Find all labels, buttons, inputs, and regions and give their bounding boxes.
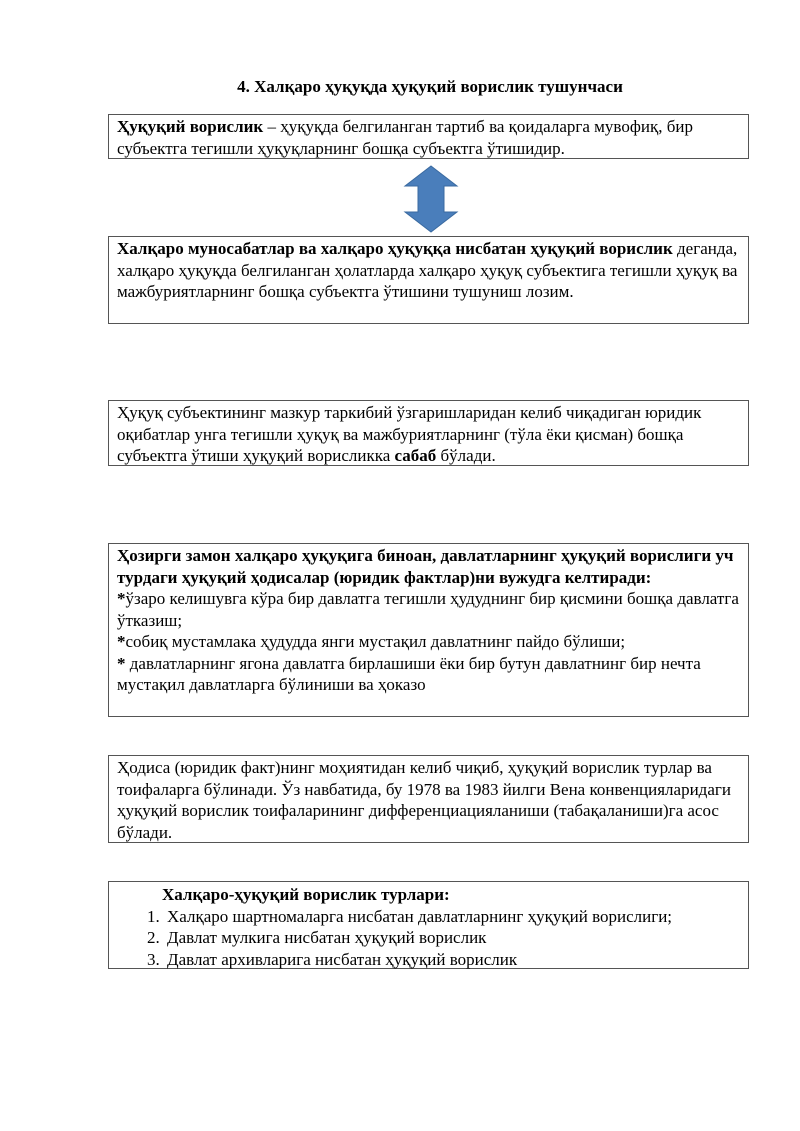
legal-facts-box	[108, 543, 749, 717]
legal-fact-text: давлатларнинг ягона давлатга бирлашиши ёки бир бутун давлатнинг бир нечта мустақил давлатларга бўлиниши ва ҳоказо	[117, 653, 701, 694]
succession-types-box	[108, 881, 749, 969]
legal-facts-heading: Ҳозирги замон халқаро ҳуқуқига биноан, давлатларнинг ҳуқуқий ворислиги уч турдаги ҳуқуқий ҳодисалар (юридик фактлар)ни вужудга келтиради:	[117, 546, 734, 587]
legal-fact-item	[117, 631, 740, 653]
list-item: 3. Давлат архивларига нисбатан ҳуқуқий ворислик	[164, 949, 740, 971]
list-item: 1. Халқаро шартномаларга нисбатан давлатларнинг ҳуқуқий ворислиги;	[164, 906, 740, 928]
legal-fact-text: собиқ мустамлака ҳудудда янги мустақил давлатнинг пайдо бўлиши;	[125, 632, 626, 651]
succession-cause-text-before: Ҳуқуқ субъектининг мазкур таркибий ўзгаришларидан келиб чиқадиган юридик оқибатлар унга тегишли ҳуқуқ ва мажбуриятларнинг (тўла ёки қисман) бошқа субъектга ўтиши ҳуқуқий ворисликка	[117, 403, 702, 465]
succession-types-list	[117, 906, 740, 971]
legal-fact-item	[117, 588, 740, 631]
succession-cause-bold: сабаб	[394, 446, 437, 465]
legal-fact-item	[117, 653, 740, 696]
bullet-marker: *	[117, 653, 126, 673]
definition-box	[108, 114, 749, 159]
international-succession-heading: Халқаро муносабатлар ва халқаро ҳуқуққа нисбатан ҳуқуқий ворислик	[117, 239, 673, 258]
definition-text: – ҳуқуқда белгиланган тартиб ва қоидаларга мувофиқ, бир субъектга тегишли ҳуқуқларнинг бошқа субъектга ўтишидир.	[117, 117, 693, 158]
classification-box	[108, 755, 749, 843]
succession-types-heading: Халқаро-ҳуқуқий ворислик турлари:	[162, 885, 450, 904]
legal-fact-text: ўзаро келишувга кўра бир давлатга тегишли ҳудуднинг бир қисмини бошқа давлатга ўтказиш;	[117, 589, 739, 630]
definition-term: Ҳуқуқий ворислик	[117, 117, 264, 136]
definition-paragraph	[117, 116, 740, 159]
bullet-marker: *	[117, 632, 126, 651]
list-item: 2. Давлат мулкига нисбатан ҳуқуқий ворислик	[164, 927, 740, 949]
international-succession-box	[108, 236, 749, 324]
classification-text: Ҳодиса (юридик факт)нинг моҳиятидан келиб чиқиб, ҳуқуқий ворислик турлар ва тоифаларга бўлинади. Ўз навбатида, бу 1978 ва 1983 йилги Вена конвенцияларидаги ҳуқуқий ворислик тоифаларининг дифференциацияланиши (табақаланиши)га асос бўлади.	[117, 758, 731, 842]
succession-cause-box	[108, 400, 749, 466]
page-title: 4. Халқаро ҳуқуқда ҳуқуқий ворислик тушунчаси	[237, 77, 623, 96]
succession-cause-paragraph	[117, 402, 740, 467]
succession-cause-text-after: бўлади.	[436, 446, 496, 465]
bullet-marker: *	[117, 589, 126, 608]
international-succession-paragraph	[117, 238, 740, 303]
international-succession-text: деганда, халқаро ҳуқуқда белгиланган ҳолатларда халқаро ҳуқуқ субъектига тегишли ҳуқуқ ва мажбуриятларнинг бошқа субъектга ўтишини тушуниш лозим.	[117, 239, 738, 301]
double-arrow-icon	[403, 165, 459, 233]
